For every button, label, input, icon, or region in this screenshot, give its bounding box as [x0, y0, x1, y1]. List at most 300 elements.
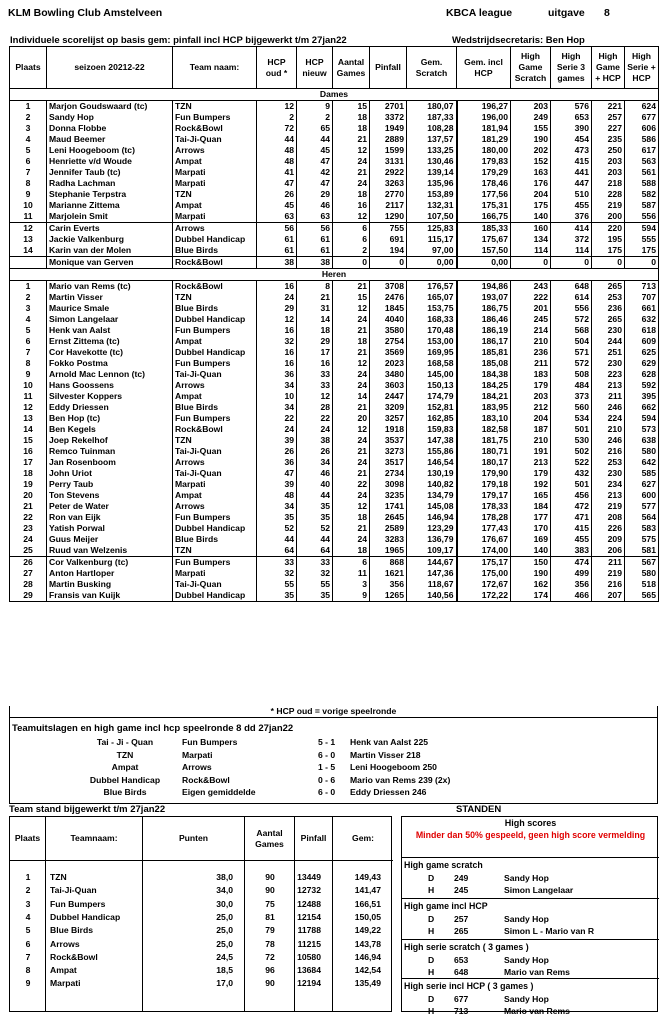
table-cell: Monique van Gerven: [47, 257, 173, 269]
table-cell: 211: [511, 358, 551, 369]
table-cell: 518: [625, 579, 659, 590]
table-cell: Eddy Driessen: [47, 402, 173, 413]
table-cell: 1265: [370, 590, 407, 602]
table-cell: Ampat: [173, 200, 257, 211]
table-cell: 21: [333, 402, 370, 413]
table-cell: 201: [511, 303, 551, 314]
table-cell: 222: [511, 292, 551, 303]
standings-cell: 146,94: [354, 951, 381, 962]
table-cell: 163: [511, 167, 551, 178]
table-cell: Dubbel Handicap: [173, 234, 257, 245]
table-row: [10, 234, 659, 245]
table-cell: 474: [551, 557, 592, 569]
table-cell: 677: [625, 112, 659, 123]
table-cell: 176,57: [407, 281, 457, 293]
table-cell: 625: [625, 347, 659, 358]
table-cell: 7: [10, 347, 47, 358]
table-row: [10, 347, 659, 358]
table-cell: 372: [551, 234, 592, 245]
table-row: [10, 446, 659, 457]
table-cell: 150,13: [407, 380, 457, 391]
table-cell: Marpati: [173, 178, 257, 189]
table-cell: Peter de Water: [47, 501, 173, 512]
table-cell: 72: [257, 123, 297, 134]
table-cell: 9: [297, 101, 333, 113]
table-row: [10, 325, 659, 336]
result-cell: Tai - Ji - Quan: [96, 737, 154, 747]
table-cell: 249: [511, 112, 551, 123]
table-cell: 186,75: [457, 303, 511, 314]
table-cell: 24: [333, 178, 370, 189]
table-cell: 153,75: [407, 303, 457, 314]
table-cell: 580: [625, 568, 659, 579]
table-cell: 195: [592, 234, 625, 245]
table-cell: 18: [333, 336, 370, 347]
table-cell: 455: [551, 534, 592, 545]
table-cell: 170,48: [407, 325, 457, 336]
standings-cell: 72: [265, 951, 275, 962]
table-cell: 38: [257, 257, 297, 269]
column-header: High Serie + HCP: [625, 47, 659, 89]
table-cell: Martin Visser: [47, 292, 173, 303]
table-cell: 1: [10, 281, 47, 293]
result-row: [10, 788, 659, 800]
standings-cell: 30,0: [216, 898, 233, 909]
result-cell: Mario van Rems 239 (2x): [350, 774, 451, 785]
table-cell: 45: [257, 200, 297, 211]
standings-cell: Dubbel Handicap: [50, 911, 121, 922]
table-cell: 47: [297, 178, 333, 189]
table-cell: 572: [551, 358, 592, 369]
standings-cell: 12732: [297, 885, 321, 896]
table-cell: 373: [551, 391, 592, 402]
table-cell: 52: [257, 523, 297, 534]
table-cell: Guus Meijer: [47, 534, 173, 545]
table-cell: 502: [551, 446, 592, 457]
standings-cell: 34,0: [216, 885, 233, 896]
table-cell: 755: [370, 223, 407, 235]
high-score-cell: 653: [454, 955, 469, 965]
standings-cell: Ampat: [50, 965, 77, 976]
table-cell: 4: [10, 134, 47, 145]
table-row: [10, 112, 659, 123]
table-cell: 3537: [370, 435, 407, 446]
standings-cell: TZN: [50, 872, 67, 882]
table-cell: 208: [592, 512, 625, 523]
table-cell: 18: [10, 468, 47, 479]
table-cell: 26: [297, 446, 333, 457]
table-cell: 18: [333, 512, 370, 523]
standings-row: [10, 953, 393, 965]
table-cell: 65: [297, 123, 333, 134]
table-cell: Marpati: [173, 479, 257, 490]
table-cell: 218: [592, 178, 625, 189]
table-cell: 565: [625, 590, 659, 602]
table-cell: 21: [297, 292, 333, 303]
table-cell: 466: [551, 590, 592, 602]
high-score-cell: Simon L - Mario van R: [504, 926, 595, 936]
table-cell: 118,67: [407, 579, 457, 590]
table-cell: 108,28: [407, 123, 457, 134]
table-cell: 653: [551, 112, 592, 123]
table-row: [10, 145, 659, 156]
table-cell: Ampat: [173, 156, 257, 167]
high-score-cell: 713: [454, 1006, 469, 1016]
table-row: [10, 292, 659, 303]
table-cell: 33: [297, 380, 333, 391]
table-cell: 632: [625, 314, 659, 325]
result-cell: Eigen gemiddelde: [182, 787, 256, 797]
table-cell: Tai-Ji-Quan: [173, 446, 257, 457]
table-cell: Rock&Bowl: [173, 424, 257, 435]
table-cell: 29: [297, 189, 333, 200]
section-title: Dames: [10, 89, 659, 101]
table-cell: 18: [333, 545, 370, 557]
column-header: Gem. Scratch: [407, 47, 457, 89]
result-cell: Fun Bumpers: [182, 737, 238, 747]
standings-cell: 81: [265, 911, 275, 922]
table-cell: 12: [333, 211, 370, 223]
table-cell: 573: [625, 424, 659, 435]
table-cell: 12: [333, 358, 370, 369]
table-cell: 21: [333, 134, 370, 145]
table-cell: 165,07: [407, 292, 457, 303]
table-cell: [10, 257, 47, 269]
table-cell: Mario van Rems (tc): [47, 281, 173, 293]
table-cell: 123,29: [407, 523, 457, 534]
edition-number: 8: [604, 7, 610, 19]
table-cell: 186,17: [457, 336, 511, 347]
table-cell: 64: [257, 545, 297, 557]
table-cell: 150: [511, 557, 551, 569]
table-cell: 46: [297, 200, 333, 211]
standings-cell: 5: [25, 925, 31, 936]
table-cell: 41: [257, 167, 297, 178]
high-score-block-title: High game incl HCP: [404, 901, 488, 911]
table-cell: 146,54: [407, 457, 457, 468]
table-cell: Blue Birds: [173, 534, 257, 545]
table-cell: 14: [10, 424, 47, 435]
high-score-row: [402, 1007, 659, 1019]
table-cell: 12: [10, 402, 47, 413]
table-cell: Perry Taub: [47, 479, 173, 490]
table-cell: 114: [511, 245, 551, 257]
table-cell: 564: [625, 512, 659, 523]
table-cell: 52: [297, 523, 333, 534]
table-cell: TZN: [173, 189, 257, 200]
table-cell: 184,25: [457, 380, 511, 391]
result-cell: Blue Birds: [103, 787, 147, 797]
column-header: High Game Scratch: [511, 47, 551, 89]
table-cell: 206: [592, 545, 625, 557]
high-score-cell: D: [428, 914, 435, 924]
table-cell: 8: [297, 281, 333, 293]
standings-cell: 38,0: [216, 872, 233, 882]
table-cell: 39: [257, 435, 297, 446]
table-cell: 202: [511, 145, 551, 156]
table-cell: 220: [592, 223, 625, 235]
table-row: [10, 123, 659, 134]
table-cell: 661: [625, 303, 659, 314]
standings-cell: 9: [25, 978, 31, 989]
standings-cell: 12154: [297, 911, 321, 922]
table-cell: 555: [625, 234, 659, 245]
table-row: [10, 579, 659, 590]
table-cell: 614: [551, 292, 592, 303]
table-cell: Martin Busking: [47, 579, 173, 590]
table-cell: 628: [625, 369, 659, 380]
table-cell: 24: [333, 534, 370, 545]
table-cell: 236: [592, 303, 625, 314]
table-cell: 35: [257, 590, 297, 602]
table-cell: 33: [257, 557, 297, 569]
table-cell: 174,00: [457, 545, 511, 557]
table-cell: 61: [257, 245, 297, 257]
table-cell: 2589: [370, 523, 407, 534]
table-cell: 153,00: [407, 336, 457, 347]
table-cell: 16: [257, 347, 297, 358]
standings-cell: 1: [25, 872, 31, 882]
page-header: [8, 2, 658, 22]
table-row: [10, 523, 659, 534]
table-cell: 3131: [370, 156, 407, 167]
table-cell: 691: [370, 234, 407, 245]
table-cell: 109,17: [407, 545, 457, 557]
table-cell: 530: [551, 435, 592, 446]
high-score-cell: Sandy Hop: [504, 873, 549, 883]
table-cell: 169,95: [407, 347, 457, 358]
table-cell: 245: [511, 314, 551, 325]
table-cell: Arnold Mac Lennon (tc): [47, 369, 173, 380]
table-cell: 26: [10, 557, 47, 569]
table-cell: Dubbel Handicap: [173, 347, 257, 358]
table-cell: 594: [625, 413, 659, 424]
table-cell: 34: [257, 380, 297, 391]
table-cell: 0: [625, 257, 659, 269]
table-cell: 510: [551, 189, 592, 200]
standings-cell: 25,0: [216, 925, 233, 936]
table-cell: Arrows: [173, 145, 257, 156]
standings-cell: 11215: [297, 938, 321, 949]
table-cell: 2: [257, 112, 297, 123]
table-cell: 576: [551, 101, 592, 113]
table-cell: 3263: [370, 178, 407, 189]
table-row: [10, 391, 659, 402]
table-cell: 2: [10, 292, 47, 303]
table-cell: 868: [370, 557, 407, 569]
table-cell: 22: [297, 413, 333, 424]
table-cell: 28: [10, 579, 47, 590]
standings-cell: 6: [25, 938, 31, 949]
table-cell: 560: [551, 402, 592, 413]
table-cell: 1: [10, 101, 47, 113]
table-cell: 152,81: [407, 402, 457, 413]
table-cell: 432: [551, 468, 592, 479]
table-row: [10, 457, 659, 468]
table-row: [10, 314, 659, 325]
table-cell: 185,33: [457, 223, 511, 235]
table-cell: Fun Bumpers: [173, 325, 257, 336]
standings-cell: 2: [25, 885, 31, 896]
standings-cell: 150,05: [354, 911, 381, 922]
table-cell: Blue Birds: [173, 402, 257, 413]
table-cell: 6: [333, 557, 370, 569]
table-cell: 178,28: [457, 512, 511, 523]
high-score-cell: Sandy Hop: [504, 955, 549, 965]
standings-cell: 8: [25, 965, 31, 976]
table-row: [10, 402, 659, 413]
high-score-cell: 648: [454, 967, 469, 977]
table-cell: 508: [551, 369, 592, 380]
standings-row: [10, 979, 393, 991]
table-cell: Ernst Zittema (tc): [47, 336, 173, 347]
score-table: [9, 46, 659, 602]
table-cell: 35: [257, 512, 297, 523]
table-cell: 2701: [370, 101, 407, 113]
table-cell: 8: [10, 358, 47, 369]
table-cell: 48: [257, 490, 297, 501]
table-cell: Maud Beemer: [47, 134, 173, 145]
table-cell: 15: [10, 435, 47, 446]
table-cell: 501: [551, 479, 592, 490]
edition-label: uitgave: [548, 7, 585, 19]
table-cell: 176: [511, 178, 551, 189]
table-cell: 0,00: [457, 257, 511, 269]
table-cell: 180,17: [457, 457, 511, 468]
high-score-row: [402, 886, 659, 898]
table-cell: 2889: [370, 134, 407, 145]
table-cell: 617: [625, 145, 659, 156]
table-cell: Marjolein Smit: [47, 211, 173, 223]
table-cell: 0: [551, 257, 592, 269]
table-cell: TZN: [173, 545, 257, 557]
table-row: [10, 281, 659, 293]
table-cell: 61: [257, 234, 297, 245]
table-cell: 183: [511, 369, 551, 380]
table-cell: Rock&Bowl: [173, 257, 257, 269]
table-cell: 2: [297, 112, 333, 123]
table-cell: 183,10: [457, 413, 511, 424]
table-cell: 22: [257, 413, 297, 424]
table-row: [10, 380, 659, 391]
table-cell: 16: [257, 325, 297, 336]
table-cell: 153,89: [407, 189, 457, 200]
table-cell: Tai-Ji-Quan: [173, 579, 257, 590]
standings-cell: 96: [265, 965, 275, 976]
table-cell: 175: [511, 200, 551, 211]
column-header: Aantal Games: [333, 47, 370, 89]
table-cell: 415: [551, 156, 592, 167]
table-row: [10, 167, 659, 178]
high-score-row: [402, 927, 659, 939]
table-cell: Ton Stevens: [47, 490, 173, 501]
standings-column-header: Pinfall: [295, 817, 333, 861]
table-cell: Cor Havekotte (tc): [47, 347, 173, 358]
result-cell: 1 - 5: [318, 762, 336, 772]
results-title: Teamuitslagen en high game incl hcp speelronde 8 dd 27jan22: [12, 723, 294, 734]
table-cell: 42: [297, 167, 333, 178]
table-cell: 447: [551, 178, 592, 189]
section-header-row: [10, 269, 659, 281]
table-cell: 179,17: [457, 490, 511, 501]
result-cell: Eddy Driessen 246: [350, 787, 427, 797]
standings-row: [10, 886, 393, 898]
table-cell: 571: [551, 347, 592, 358]
table-cell: 219: [592, 501, 625, 512]
table-cell: 23: [10, 523, 47, 534]
result-cell: 5 - 1: [318, 737, 336, 747]
table-cell: 44: [297, 134, 333, 145]
table-cell: 22: [10, 512, 47, 523]
high-score-cell: H: [428, 885, 435, 895]
table-cell: 47: [297, 156, 333, 167]
table-cell: 181,94: [457, 123, 511, 134]
table-cell: Marjon Goudswaard (tc): [47, 101, 173, 113]
table-cell: 3372: [370, 112, 407, 123]
table-cell: 568: [551, 325, 592, 336]
table-cell: Fun Bumpers: [173, 358, 257, 369]
table-cell: 44: [257, 134, 297, 145]
table-cell: 38: [297, 435, 333, 446]
table-cell: 3235: [370, 490, 407, 501]
table-row: [10, 590, 659, 602]
table-cell: 3: [10, 123, 47, 134]
table-cell: 203: [592, 167, 625, 178]
table-cell: 56: [257, 223, 297, 235]
table-cell: 194,86: [457, 281, 511, 293]
standen-title: STANDEN: [456, 804, 502, 815]
table-cell: Dubbel Handicap: [173, 314, 257, 325]
table-cell: 21: [333, 523, 370, 534]
table-cell: Ruud van Welzenis: [47, 545, 173, 557]
table-cell: 12: [333, 145, 370, 156]
table-cell: Tai-Ji-Quan: [173, 369, 257, 380]
table-cell: 580: [625, 446, 659, 457]
table-cell: 180,00: [457, 145, 511, 156]
table-cell: 185,81: [457, 347, 511, 358]
table-cell: 3569: [370, 347, 407, 358]
table-cell: 236: [511, 347, 551, 358]
table-cell: 21: [333, 446, 370, 457]
table-cell: 175,00: [457, 568, 511, 579]
table-cell: 2: [333, 245, 370, 257]
table-cell: 253: [592, 292, 625, 303]
table-cell: 38: [297, 257, 333, 269]
standings-cell: 141,47: [354, 885, 381, 896]
table-cell: 166,75: [457, 211, 511, 223]
high-score-cell: D: [428, 955, 435, 965]
high-score-cell: 677: [454, 994, 469, 1004]
table-cell: Jan Rosenboom: [47, 457, 173, 468]
table-cell: 2476: [370, 292, 407, 303]
table-cell: 196,27: [457, 101, 511, 113]
standings-cell: 13449: [297, 872, 321, 882]
high-score-block-title: High serie scratch ( 3 games ): [404, 942, 529, 952]
table-cell: 10: [10, 380, 47, 391]
standings-cell: 12488: [297, 898, 321, 909]
table-cell: 219: [592, 568, 625, 579]
table-cell: 168,58: [407, 358, 457, 369]
results-panel: [9, 718, 658, 804]
table-cell: 3: [333, 579, 370, 590]
table-cell: Tai-Ji-Quan: [173, 468, 257, 479]
result-cell: Arrows: [182, 762, 212, 772]
table-cell: 3603: [370, 380, 407, 391]
table-cell: 21: [333, 167, 370, 178]
table-cell: Henriette v/d Woude: [47, 156, 173, 167]
table-cell: 592: [625, 380, 659, 391]
table-cell: 175,31: [457, 200, 511, 211]
